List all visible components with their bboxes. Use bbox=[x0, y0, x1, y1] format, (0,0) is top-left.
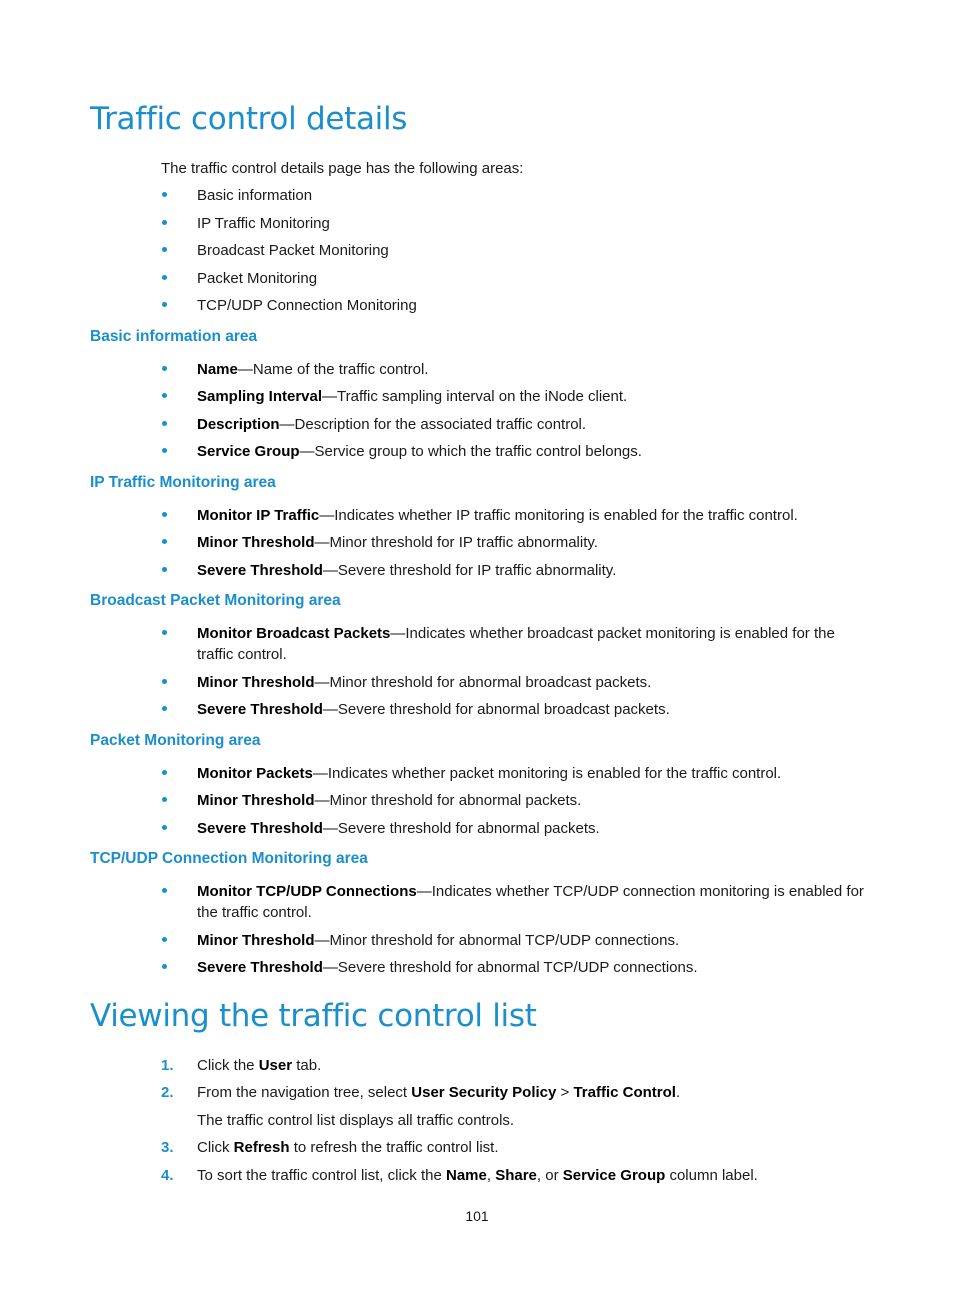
list-item: Minor Threshold—Minor threshold for IP traffic abnormality. bbox=[161, 532, 871, 553]
list-item: Service Group—Service group to which the traffic control belongs. bbox=[161, 441, 871, 462]
list-item: Minor Threshold—Minor threshold for abnormal packets. bbox=[161, 790, 871, 811]
heading-ip-traffic-monitoring-area: IP Traffic Monitoring area bbox=[90, 474, 276, 491]
intro-paragraph: The traffic control details page has the following areas: bbox=[161, 160, 524, 177]
page-number: 101 bbox=[465, 1208, 489, 1224]
bullet-icon bbox=[162, 964, 167, 969]
list-item: Monitor Packets—Indicates whether packet monitoring is enabled for the traffic control. bbox=[161, 763, 871, 784]
heading-basic-information-area: Basic information area bbox=[90, 328, 258, 345]
bullet-icon bbox=[162, 679, 167, 684]
list-item: Broadcast Packet Monitoring bbox=[161, 240, 871, 261]
step-number: 1. bbox=[161, 1057, 174, 1074]
list-item: IP Traffic Monitoring bbox=[161, 213, 871, 234]
step-result-text: The traffic control list displays all traffic controls. bbox=[197, 1112, 515, 1129]
bullet-icon bbox=[162, 393, 167, 398]
list-item: Severe Threshold—Severe threshold for abnormal TCP/UDP connections. bbox=[161, 957, 871, 978]
bullet-icon bbox=[162, 421, 167, 426]
heading-packet-monitoring-area: Packet Monitoring area bbox=[90, 732, 261, 749]
bullet-icon bbox=[162, 567, 167, 572]
section-title-viewing-traffic-control-list: Viewing the traffic control list bbox=[90, 998, 537, 1034]
list-item: Severe Threshold—Severe threshold for abnormal broadcast packets. bbox=[161, 699, 871, 720]
section-title-traffic-control-details: Traffic control details bbox=[90, 101, 408, 137]
step-item: 3. Click Refresh to refresh the traffic control list. bbox=[161, 1139, 499, 1156]
bullet-icon bbox=[162, 247, 167, 252]
step-number: 3. bbox=[161, 1139, 174, 1156]
bullet-icon bbox=[162, 770, 167, 775]
bullet-icon bbox=[162, 192, 167, 197]
heading-tcp-udp-connection-monitoring-area: TCP/UDP Connection Monitoring area bbox=[90, 850, 368, 867]
step-item: 2. From the navigation tree, select User Security Policy > Traffic Control. bbox=[161, 1084, 681, 1101]
list-item: Description—Description for the associated traffic control. bbox=[161, 414, 871, 435]
list-item: Minor Threshold—Minor threshold for abnormal broadcast packets. bbox=[161, 672, 871, 693]
list-item: Monitor Broadcast Packets—Indicates whether broadcast packet monitoring is enabled for the traffic control. bbox=[161, 623, 871, 665]
bullet-icon bbox=[162, 275, 167, 280]
heading-broadcast-packet-monitoring-area: Broadcast Packet Monitoring area bbox=[90, 592, 341, 609]
list-item: Basic information bbox=[161, 185, 871, 206]
bullet-icon bbox=[162, 448, 167, 453]
list-item: TCP/UDP Connection Monitoring bbox=[161, 295, 871, 316]
step-number: 2. bbox=[161, 1084, 174, 1101]
bullet-icon bbox=[162, 706, 167, 711]
bullet-icon bbox=[162, 797, 167, 802]
bullet-icon bbox=[162, 888, 167, 893]
list-item: Name—Name of the traffic control. bbox=[161, 359, 871, 380]
step-number: 4. bbox=[161, 1167, 174, 1184]
bullet-icon bbox=[162, 302, 167, 307]
list-item: Monitor TCP/UDP Connections—Indicates whether TCP/UDP connection monitoring is enabled for the traffic control. bbox=[161, 881, 871, 923]
list-item: Packet Monitoring bbox=[161, 268, 871, 289]
list-item: Monitor IP Traffic—Indicates whether IP traffic monitoring is enabled for the traffic control. bbox=[161, 505, 871, 526]
bullet-icon bbox=[162, 512, 167, 517]
step-item: 4. To sort the traffic control list, click the Name, Share, or Service Group column label. bbox=[161, 1167, 758, 1184]
bullet-icon bbox=[162, 630, 167, 635]
bullet-icon bbox=[162, 220, 167, 225]
list-item: Severe Threshold—Severe threshold for IP traffic abnormality. bbox=[161, 560, 871, 581]
bullet-icon bbox=[162, 825, 167, 830]
list-item: Minor Threshold—Minor threshold for abnormal TCP/UDP connections. bbox=[161, 930, 871, 951]
bullet-icon bbox=[162, 539, 167, 544]
list-item: Sampling Interval—Traffic sampling interval on the iNode client. bbox=[161, 386, 871, 407]
list-item: Severe Threshold—Severe threshold for abnormal packets. bbox=[161, 818, 871, 839]
bullet-icon bbox=[162, 937, 167, 942]
bullet-icon bbox=[162, 366, 167, 371]
step-item: 1. Click the User tab. bbox=[161, 1057, 322, 1074]
